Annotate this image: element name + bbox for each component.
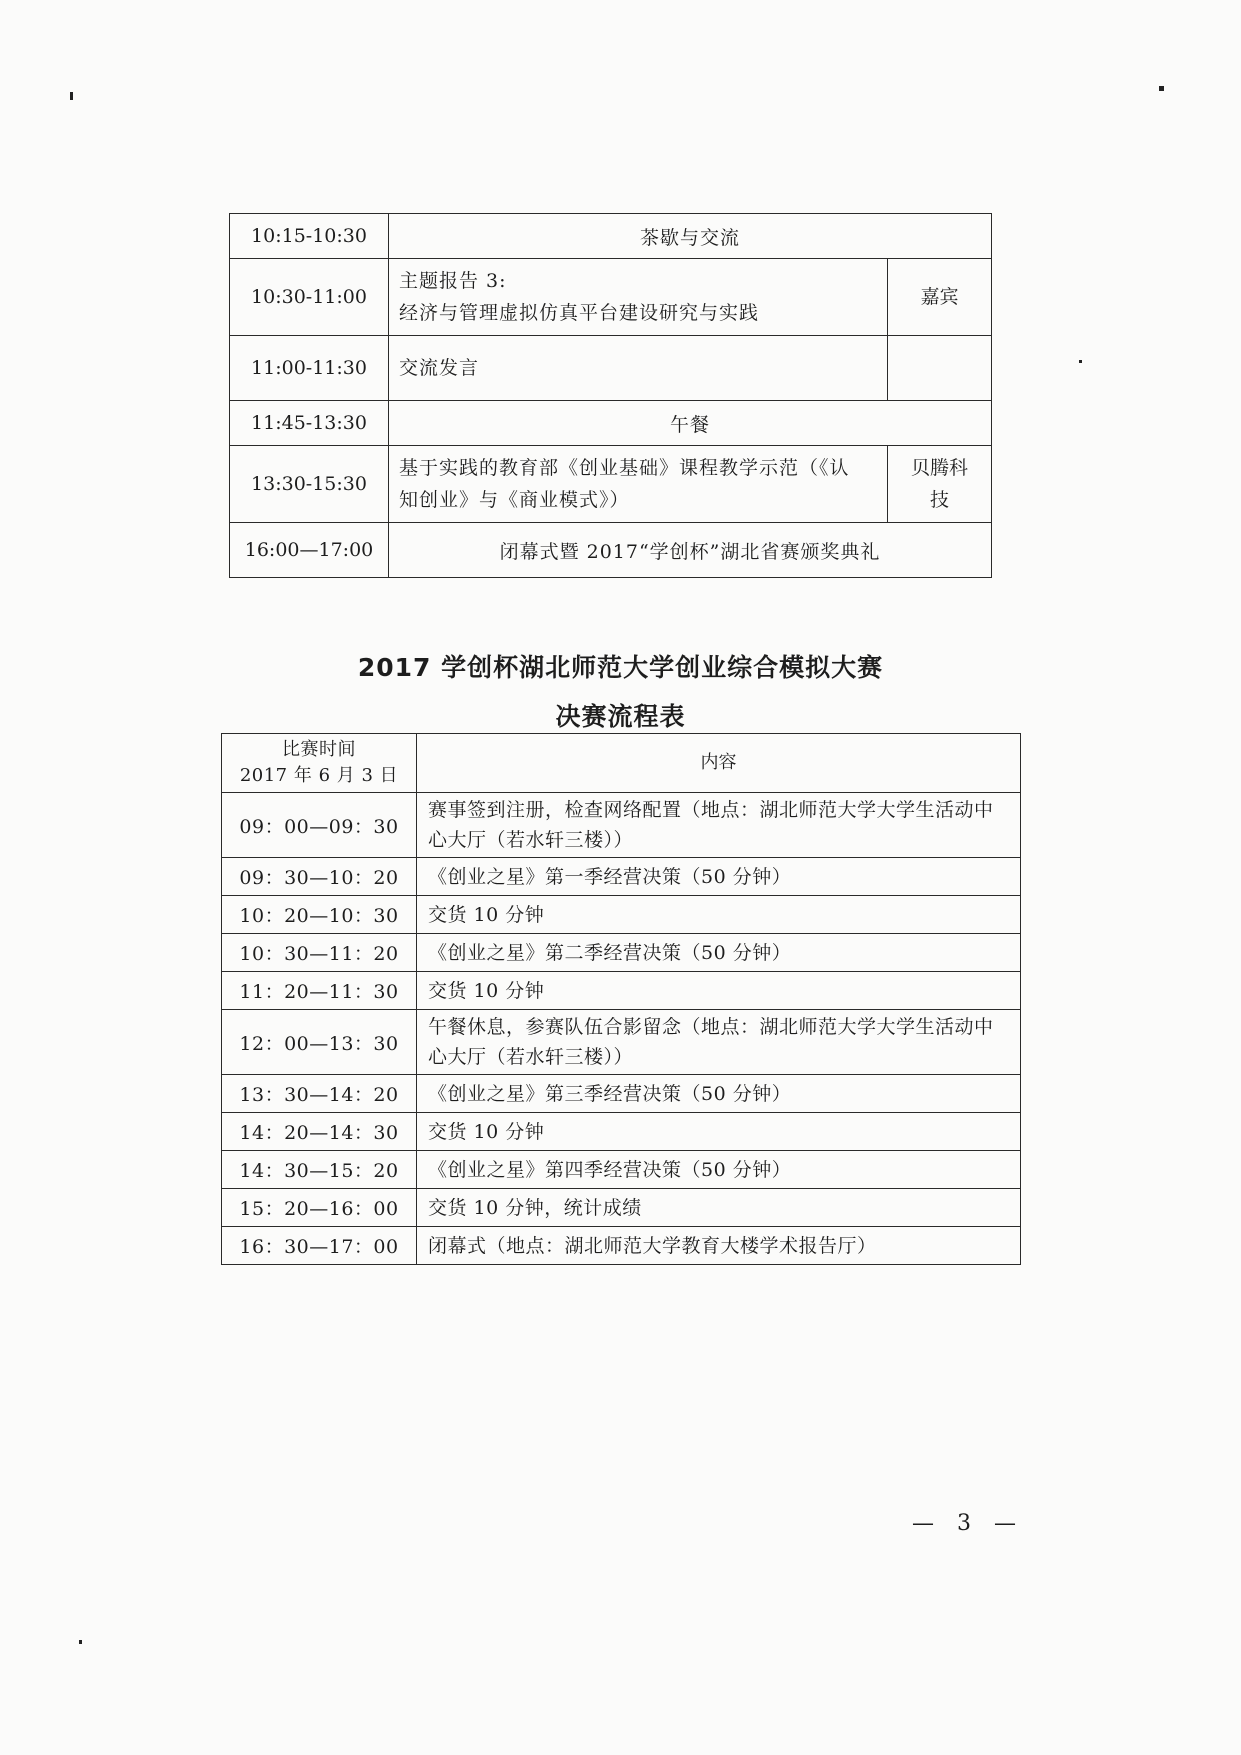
table-row: [222, 1151, 1021, 1189]
scan-speck: [79, 1640, 82, 1644]
table-row: [222, 934, 1021, 972]
agenda-content: 交流发言: [389, 336, 888, 401]
schedule-time: 13：30—14：20: [222, 1075, 417, 1113]
schedule-content: 午餐休息，参赛队伍合影留念（地点：湖北师范大学大学生活动中心大厅（若水轩三楼））: [417, 1010, 1021, 1075]
page-number: — 3 —: [912, 1511, 1024, 1536]
agenda-time: 10:30-11:00: [230, 259, 389, 336]
agenda-speaker: [888, 336, 992, 401]
table-header-row: [222, 734, 1021, 793]
table-row: [230, 446, 992, 523]
agenda-content-line: 经济与管理虚拟仿真平台建设研究与实践: [399, 302, 760, 324]
schedule-time: 16：30—17：00: [222, 1227, 417, 1265]
table-row: [230, 401, 992, 446]
table-row: [222, 793, 1021, 858]
agenda-speaker-line: 贝腾科: [910, 457, 968, 479]
table-row: [222, 1010, 1021, 1075]
agenda-content-line: 基于实践的教育部《创业基础》课程教学示范（《认: [399, 457, 850, 479]
schedule-content: 交货 10 分钟: [417, 896, 1021, 934]
schedule-time: 14：30—15：20: [222, 1151, 417, 1189]
schedule-content: 赛事签到注册，检查网络配置（地点：湖北师范大学大学生活动中心大厅（若水轩三楼））: [417, 793, 1021, 858]
agenda-content-line: 主题报告 3:: [399, 270, 507, 292]
table-row: [222, 972, 1021, 1010]
agenda-content: 午餐: [389, 401, 992, 446]
scan-speck: [70, 92, 73, 100]
agenda-speaker: 嘉宾: [888, 259, 992, 336]
schedule-content: 《创业之星》第二季经营决策（50 分钟）: [417, 934, 1021, 972]
schedule-content: 交货 10 分钟，统计成绩: [417, 1189, 1021, 1227]
schedule-time: 14：20—14：30: [222, 1113, 417, 1151]
header-time-line: 比赛时间: [282, 739, 356, 760]
agenda-content-line: 知创业》与《商业模式》）: [399, 489, 630, 511]
header-time-line: 2017 年 6 月 3 日: [239, 765, 399, 786]
agenda-time: 11:00-11:30: [230, 336, 389, 401]
scan-speck: [1159, 86, 1164, 91]
table-row: [230, 523, 992, 578]
schedule-content: 交货 10 分钟: [417, 1113, 1021, 1151]
table-row: [222, 1075, 1021, 1113]
schedule-time: 10：20—10：30: [222, 896, 417, 934]
agenda-content: 茶歇与交流: [389, 214, 992, 259]
schedule-time: 11：20—11：30: [222, 972, 417, 1010]
schedule-content: 《创业之星》第三季经营决策（50 分钟）: [417, 1075, 1021, 1113]
schedule-time: 12：00—13：30: [222, 1010, 417, 1075]
agenda-time: 13:30-15:30: [230, 446, 389, 523]
schedule-time: 10：30—11：20: [222, 934, 417, 972]
table-row: [230, 336, 992, 401]
agenda-speaker-line: 技: [929, 489, 949, 511]
table-row: [222, 858, 1021, 896]
table-row: [222, 1227, 1021, 1265]
scan-speck: [1079, 360, 1082, 363]
schedule-content: 《创业之星》第四季经营决策（50 分钟）: [417, 1151, 1021, 1189]
section-title: 2017 学创杯湖北师范大学创业综合模拟大赛: [357, 653, 884, 682]
agenda-content: 闭幕式暨 2017“学创杯”湖北省赛颁奖典礼: [389, 523, 992, 578]
table-row: [230, 259, 992, 336]
schedule-time: 09：00—09：30: [222, 793, 417, 858]
table-row: [222, 896, 1021, 934]
table-row: [222, 1189, 1021, 1227]
agenda-content: [389, 259, 888, 336]
header-time: [222, 734, 417, 793]
table-row: [230, 214, 992, 259]
schedule-time: 09：30—10：20: [222, 858, 417, 896]
schedule-time: 15：20—16：00: [222, 1189, 417, 1227]
schedule-table: [221, 733, 1021, 1265]
schedule-content: 《创业之星》第一季经营决策（50 分钟）: [417, 858, 1021, 896]
schedule-content: 闭幕式（地点：湖北师范大学教育大楼学术报告厅）: [417, 1227, 1021, 1265]
agenda-time: 10:15-10:30: [230, 214, 389, 259]
header-content: 内容: [417, 734, 1021, 793]
agenda-speaker: [888, 446, 992, 523]
schedule-content: 交货 10 分钟: [417, 972, 1021, 1010]
agenda-time: 11:45-13:30: [230, 401, 389, 446]
agenda-content: [389, 446, 888, 523]
section-subtitle: 决赛流程表: [555, 702, 686, 731]
agenda-table: [229, 213, 992, 578]
table-row: [222, 1113, 1021, 1151]
agenda-time: 16:00—17:00: [230, 523, 389, 578]
